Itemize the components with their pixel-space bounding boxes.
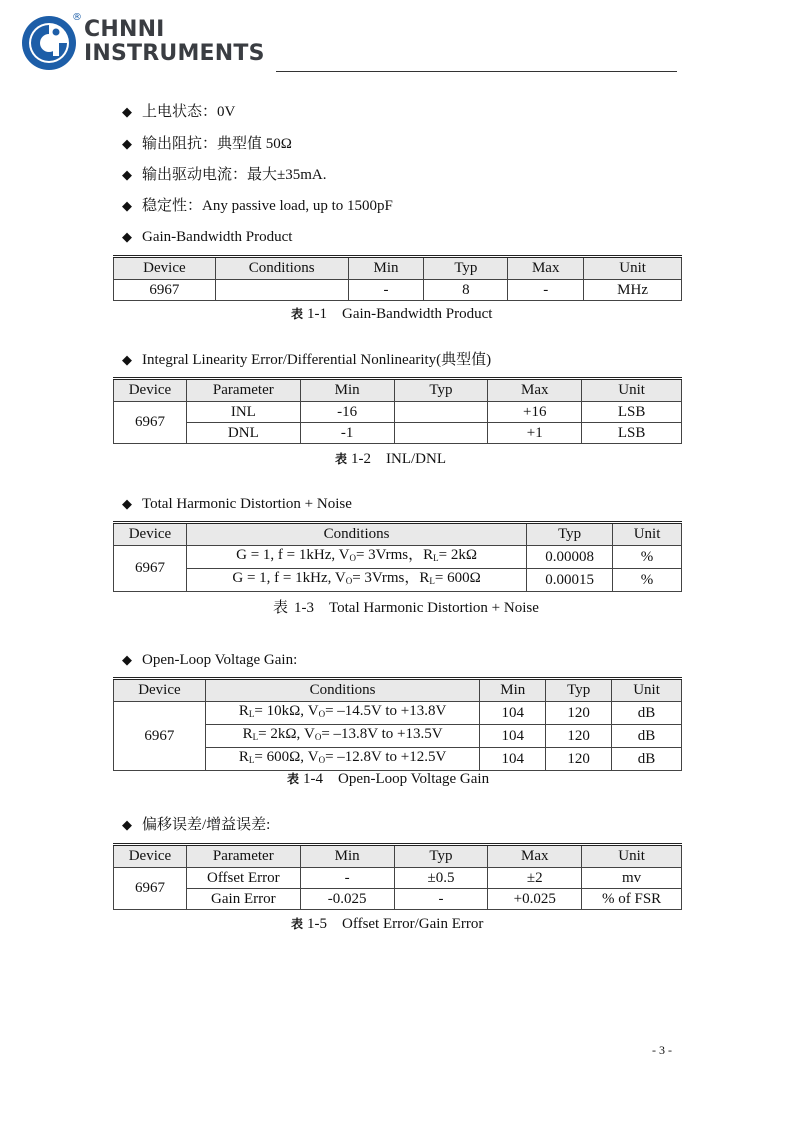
table-cell: - <box>394 889 488 910</box>
header-cell: Device <box>114 379 187 402</box>
diamond-bullet-icon: ◆ <box>122 653 132 668</box>
table-cell: dB <box>612 725 682 748</box>
diamond-bullet-icon: ◆ <box>122 818 132 833</box>
header-cell: Typ <box>546 679 612 702</box>
table-cell: 0.00015 <box>527 569 613 592</box>
header-cell: Conditions <box>186 523 526 546</box>
header-cell: Max <box>488 379 582 402</box>
table-cell: % <box>613 546 682 569</box>
table-row <box>114 889 682 910</box>
table-cell: -0.025 <box>300 889 394 910</box>
table-cell: % of FSR <box>582 889 682 910</box>
header-cell: Typ <box>527 523 613 546</box>
table-cell: - <box>300 868 394 889</box>
bullet-output-impedance: ◆ 输出阻抗：典型值 50Ω <box>122 136 292 152</box>
table-row <box>114 280 682 301</box>
table-cell: MHz <box>584 280 682 301</box>
header-cell: Device <box>114 523 187 546</box>
header-cell: Min <box>300 379 394 402</box>
diamond-bullet-icon: ◆ <box>122 105 132 120</box>
table-row <box>114 868 682 889</box>
table-cell: 6967 <box>114 280 216 301</box>
table-open-loop-gain <box>113 677 682 771</box>
table-caption: 表 1-2 INL/DNL <box>335 451 446 467</box>
bullet-power-on: ◆ 上电状态：0V <box>122 104 236 120</box>
bullet-inl-dnl: ◆ Integral Linearity Error/Differential Nonlinearity(典型值) <box>122 352 492 368</box>
bullet-offset-gain-error: ◆ 偏移误差/增益误差: <box>122 817 271 833</box>
header-cell: Max <box>488 845 582 868</box>
table-header-row <box>114 257 682 280</box>
table-cell: - <box>508 280 584 301</box>
header-cell: Conditions <box>205 679 479 702</box>
device-cell: 6967 <box>114 868 187 910</box>
table-cell: Offset Error <box>186 868 300 889</box>
diamond-bullet-icon: ◆ <box>122 230 132 245</box>
table-cell: dB <box>612 748 682 771</box>
header-cell: Unit <box>584 257 682 280</box>
device-cell: 6967 <box>114 546 187 592</box>
header-cell: Device <box>114 679 206 702</box>
device-cell: 6967 <box>114 402 187 444</box>
condition-cell: $R_L= 10k\Omega$, $V_O= -14.5V$ to +13.8V <box>205 702 479 725</box>
table-cell: +1 <box>488 423 582 444</box>
table-row <box>114 546 682 569</box>
table-cell: 104 <box>480 702 546 725</box>
table-cell: DNL <box>186 423 300 444</box>
header-cell: Min <box>300 845 394 868</box>
header-cell: Parameter <box>186 379 300 402</box>
table-cell: INL <box>186 402 300 423</box>
table-row <box>114 423 682 444</box>
diamond-bullet-icon: ◆ <box>122 137 132 152</box>
condition-cell: G = 1, f = 1kHz, $V_O=$ 3Vrms，$R_L= 2k\Omega$ <box>186 546 526 569</box>
header-cell: Unit <box>613 523 682 546</box>
brand-line-1: CHNNI <box>84 17 165 42</box>
table-cell: ±2 <box>488 868 582 889</box>
table-cell: mv <box>582 868 682 889</box>
table-header-row <box>114 845 682 868</box>
table-caption: 表 1-4 Open-Loop Voltage Gain <box>287 771 490 787</box>
table-cell: 8 <box>424 280 508 301</box>
table-header-row <box>114 523 682 546</box>
bullet-open-loop-gain: ◆ Open-Loop Voltage Gain: <box>122 652 298 668</box>
table-cell: -1 <box>300 423 394 444</box>
table-cell: 120 <box>546 748 612 771</box>
table-caption: 表 1-1 Gain-Bandwidth Product <box>291 306 493 322</box>
table-cell: 104 <box>480 748 546 771</box>
header-rule <box>276 71 677 72</box>
table-cell: +0.025 <box>488 889 582 910</box>
chnni-logo-icon <box>20 14 78 72</box>
table-cell: 120 <box>546 702 612 725</box>
table-row <box>114 569 682 592</box>
table-cell <box>394 402 488 423</box>
table-cell: - <box>348 280 424 301</box>
table-cell: 120 <box>546 725 612 748</box>
header-cell: Typ <box>394 379 488 402</box>
header-cell: Device <box>114 845 187 868</box>
brand-line-2: INSTRUMENTS <box>84 41 265 66</box>
registered-mark: ® <box>72 12 82 23</box>
diamond-bullet-icon: ◆ <box>122 353 132 368</box>
diamond-bullet-icon: ◆ <box>122 199 132 214</box>
header-cell: Unit <box>612 679 682 702</box>
condition-cell: $R_L= 2k\Omega$, $V_O= -13.8V$ to +13.5V <box>205 725 479 748</box>
page-number: - 3 - <box>652 1043 672 1057</box>
header-cell: Device <box>114 257 216 280</box>
table-cell: ±0.5 <box>394 868 488 889</box>
table-cell: 104 <box>480 725 546 748</box>
table-cell <box>215 280 348 301</box>
header-cell: Min <box>480 679 546 702</box>
brand-name <box>84 18 265 66</box>
table-cell: +16 <box>488 402 582 423</box>
bullet-stability: ◆ 稳定性：Any passive load, up to 1500pF <box>122 198 393 214</box>
table-thd-noise <box>113 521 682 592</box>
bullet-gbw: ◆ Gain-Bandwidth Product <box>122 229 293 245</box>
condition-cell: G = 1, f = 1kHz, $V_O=$ 3Vrms，$R_L= 600\Omega$ <box>186 569 526 592</box>
header-cell: Conditions <box>215 257 348 280</box>
table-gain-bandwidth <box>113 255 682 301</box>
company-logo <box>20 14 280 76</box>
table-offset-gain-error <box>113 843 682 910</box>
table-row <box>114 402 682 423</box>
diamond-bullet-icon: ◆ <box>122 168 132 183</box>
table-caption: 表 1-5 Offset Error/Gain Error <box>291 916 484 932</box>
table-row <box>114 702 682 725</box>
table-cell <box>394 423 488 444</box>
table-cell: -16 <box>300 402 394 423</box>
table-header-row <box>114 679 682 702</box>
table-caption: 表 1-3 Total Harmonic Distortion + Noise <box>273 600 539 616</box>
table-cell: Gain Error <box>186 889 300 910</box>
header-cell: Unit <box>582 845 682 868</box>
header-cell: Max <box>508 257 584 280</box>
header-cell: Typ <box>394 845 488 868</box>
table-cell: LSB <box>582 402 682 423</box>
header-cell: Parameter <box>186 845 300 868</box>
table-cell: 0.00008 <box>527 546 613 569</box>
table-cell: % <box>613 569 682 592</box>
header-cell: Min <box>348 257 424 280</box>
bullet-thd: ◆ Total Harmonic Distortion + Noise <box>122 496 352 512</box>
header-cell: Unit <box>582 379 682 402</box>
table-inl-dnl <box>113 377 682 444</box>
table-header-row <box>114 379 682 402</box>
bullet-drive-current: ◆ 输出驱动电流：最大±35mA. <box>122 167 327 183</box>
device-cell: 6967 <box>114 702 206 771</box>
condition-cell: $R_L= 600\Omega$, $V_O= -12.8V$ to +12.5V <box>205 748 479 771</box>
diamond-bullet-icon: ◆ <box>122 497 132 512</box>
table-cell: dB <box>612 702 682 725</box>
header-cell: Typ <box>424 257 508 280</box>
table-cell: LSB <box>582 423 682 444</box>
